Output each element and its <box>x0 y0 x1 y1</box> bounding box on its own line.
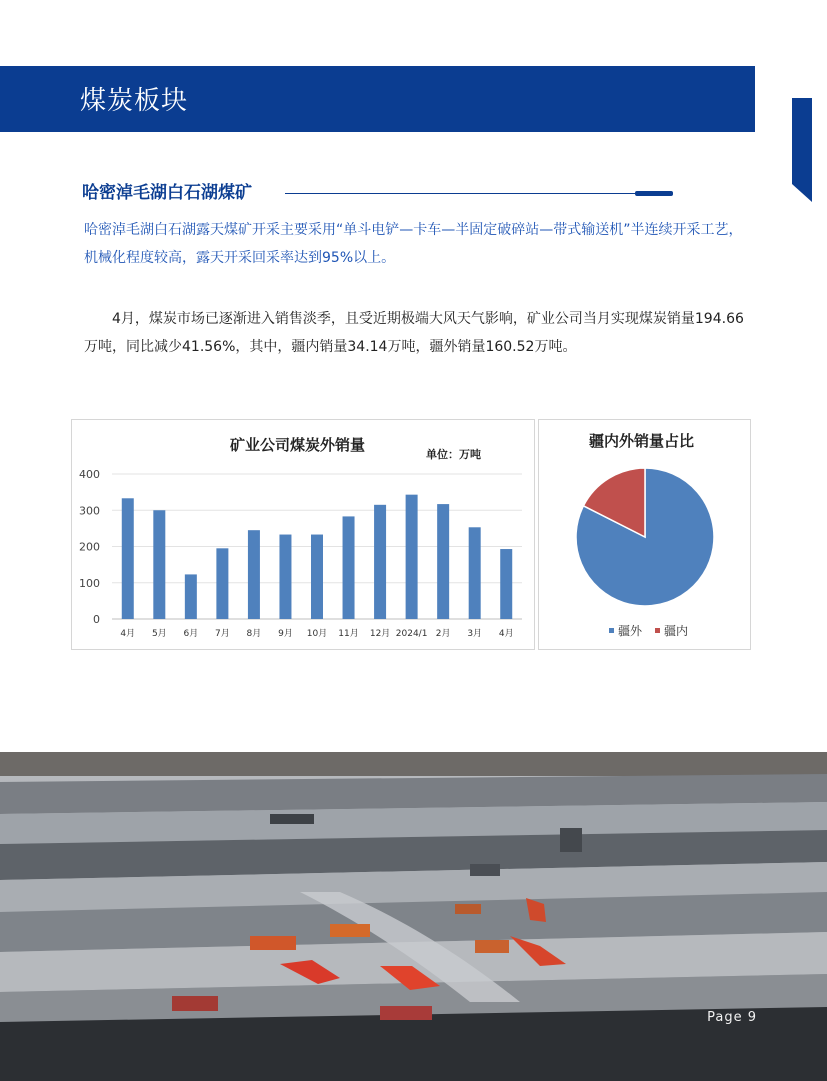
title-divider-line <box>285 193 637 194</box>
bar <box>406 495 418 619</box>
x-tick-label: 4月 <box>498 629 514 639</box>
x-tick-label: 12月 <box>369 629 391 639</box>
page-section-title: 煤炭板块 <box>80 86 189 116</box>
side-tab-decoration <box>792 98 812 202</box>
bar <box>343 516 355 619</box>
legend-swatch <box>609 628 614 633</box>
bar <box>122 498 134 619</box>
bar-chart-unit: 单位：万吨 <box>426 448 481 461</box>
bar <box>279 535 291 619</box>
y-tick-label: 0 <box>93 613 100 626</box>
legend-label: 疆内 <box>664 624 689 638</box>
x-tick-label: 5月 <box>151 629 167 639</box>
y-tick-label: 400 <box>79 468 100 481</box>
x-tick-label: 3月 <box>467 629 483 639</box>
y-tick-label: 200 <box>79 540 100 554</box>
x-tick-label: 7月 <box>215 629 230 639</box>
intro-paragraph: 哈密淖毛湖白石湖露天煤矿开采主要采用“单斗电铲—卡车—半固定破碎站—带式输送机”半连续开采工艺，机械化程度较高，露天开采回采率达到95%以上。 <box>84 222 743 266</box>
pie-chart-title: 疆内外销量占比 <box>589 432 695 450</box>
pie-chart <box>539 420 750 649</box>
title-divider-accent <box>635 191 673 196</box>
bar <box>248 530 260 619</box>
x-tick-label: 9月 <box>278 629 293 639</box>
open-pit-mine-photo <box>0 752 827 1081</box>
x-tick-label: 2024/1 <box>395 629 428 639</box>
bar <box>216 548 228 619</box>
bar <box>437 504 449 619</box>
bar-chart-panel <box>71 419 535 650</box>
page-number: Page 9 <box>707 1010 757 1025</box>
bar <box>153 510 165 619</box>
x-tick-label: 4月 <box>120 629 136 639</box>
subsection-title: 哈密淖毛湖白石湖煤矿 <box>82 183 252 203</box>
x-tick-label: 6月 <box>183 629 199 639</box>
x-tick-label: 10月 <box>306 629 328 639</box>
y-tick-label: 100 <box>79 576 100 590</box>
pie-chart-panel <box>538 419 751 650</box>
x-tick-label: 2月 <box>435 629 451 639</box>
bar <box>185 574 197 619</box>
legend-swatch <box>655 628 660 633</box>
body-paragraph: 4月，煤炭市场已逐渐进入销售淡季，且受近期极端大风天气影响，矿业公司当月实现煤炭销量194.66万吨，同比减少41.56%，其中，疆内销量34.14万吨，疆外销量160.52万吨。 <box>84 311 744 355</box>
bar <box>500 549 512 619</box>
legend-label: 疆外 <box>618 624 643 638</box>
bar-chart-title: 矿业公司煤炭外销量 <box>230 436 366 454</box>
x-tick-label: 8月 <box>246 629 262 639</box>
bar <box>311 535 323 619</box>
bar-chart <box>72 420 534 649</box>
x-tick-label: 11月 <box>338 629 359 639</box>
bar <box>469 527 481 619</box>
y-tick-label: 300 <box>79 504 100 518</box>
bar <box>374 505 386 619</box>
